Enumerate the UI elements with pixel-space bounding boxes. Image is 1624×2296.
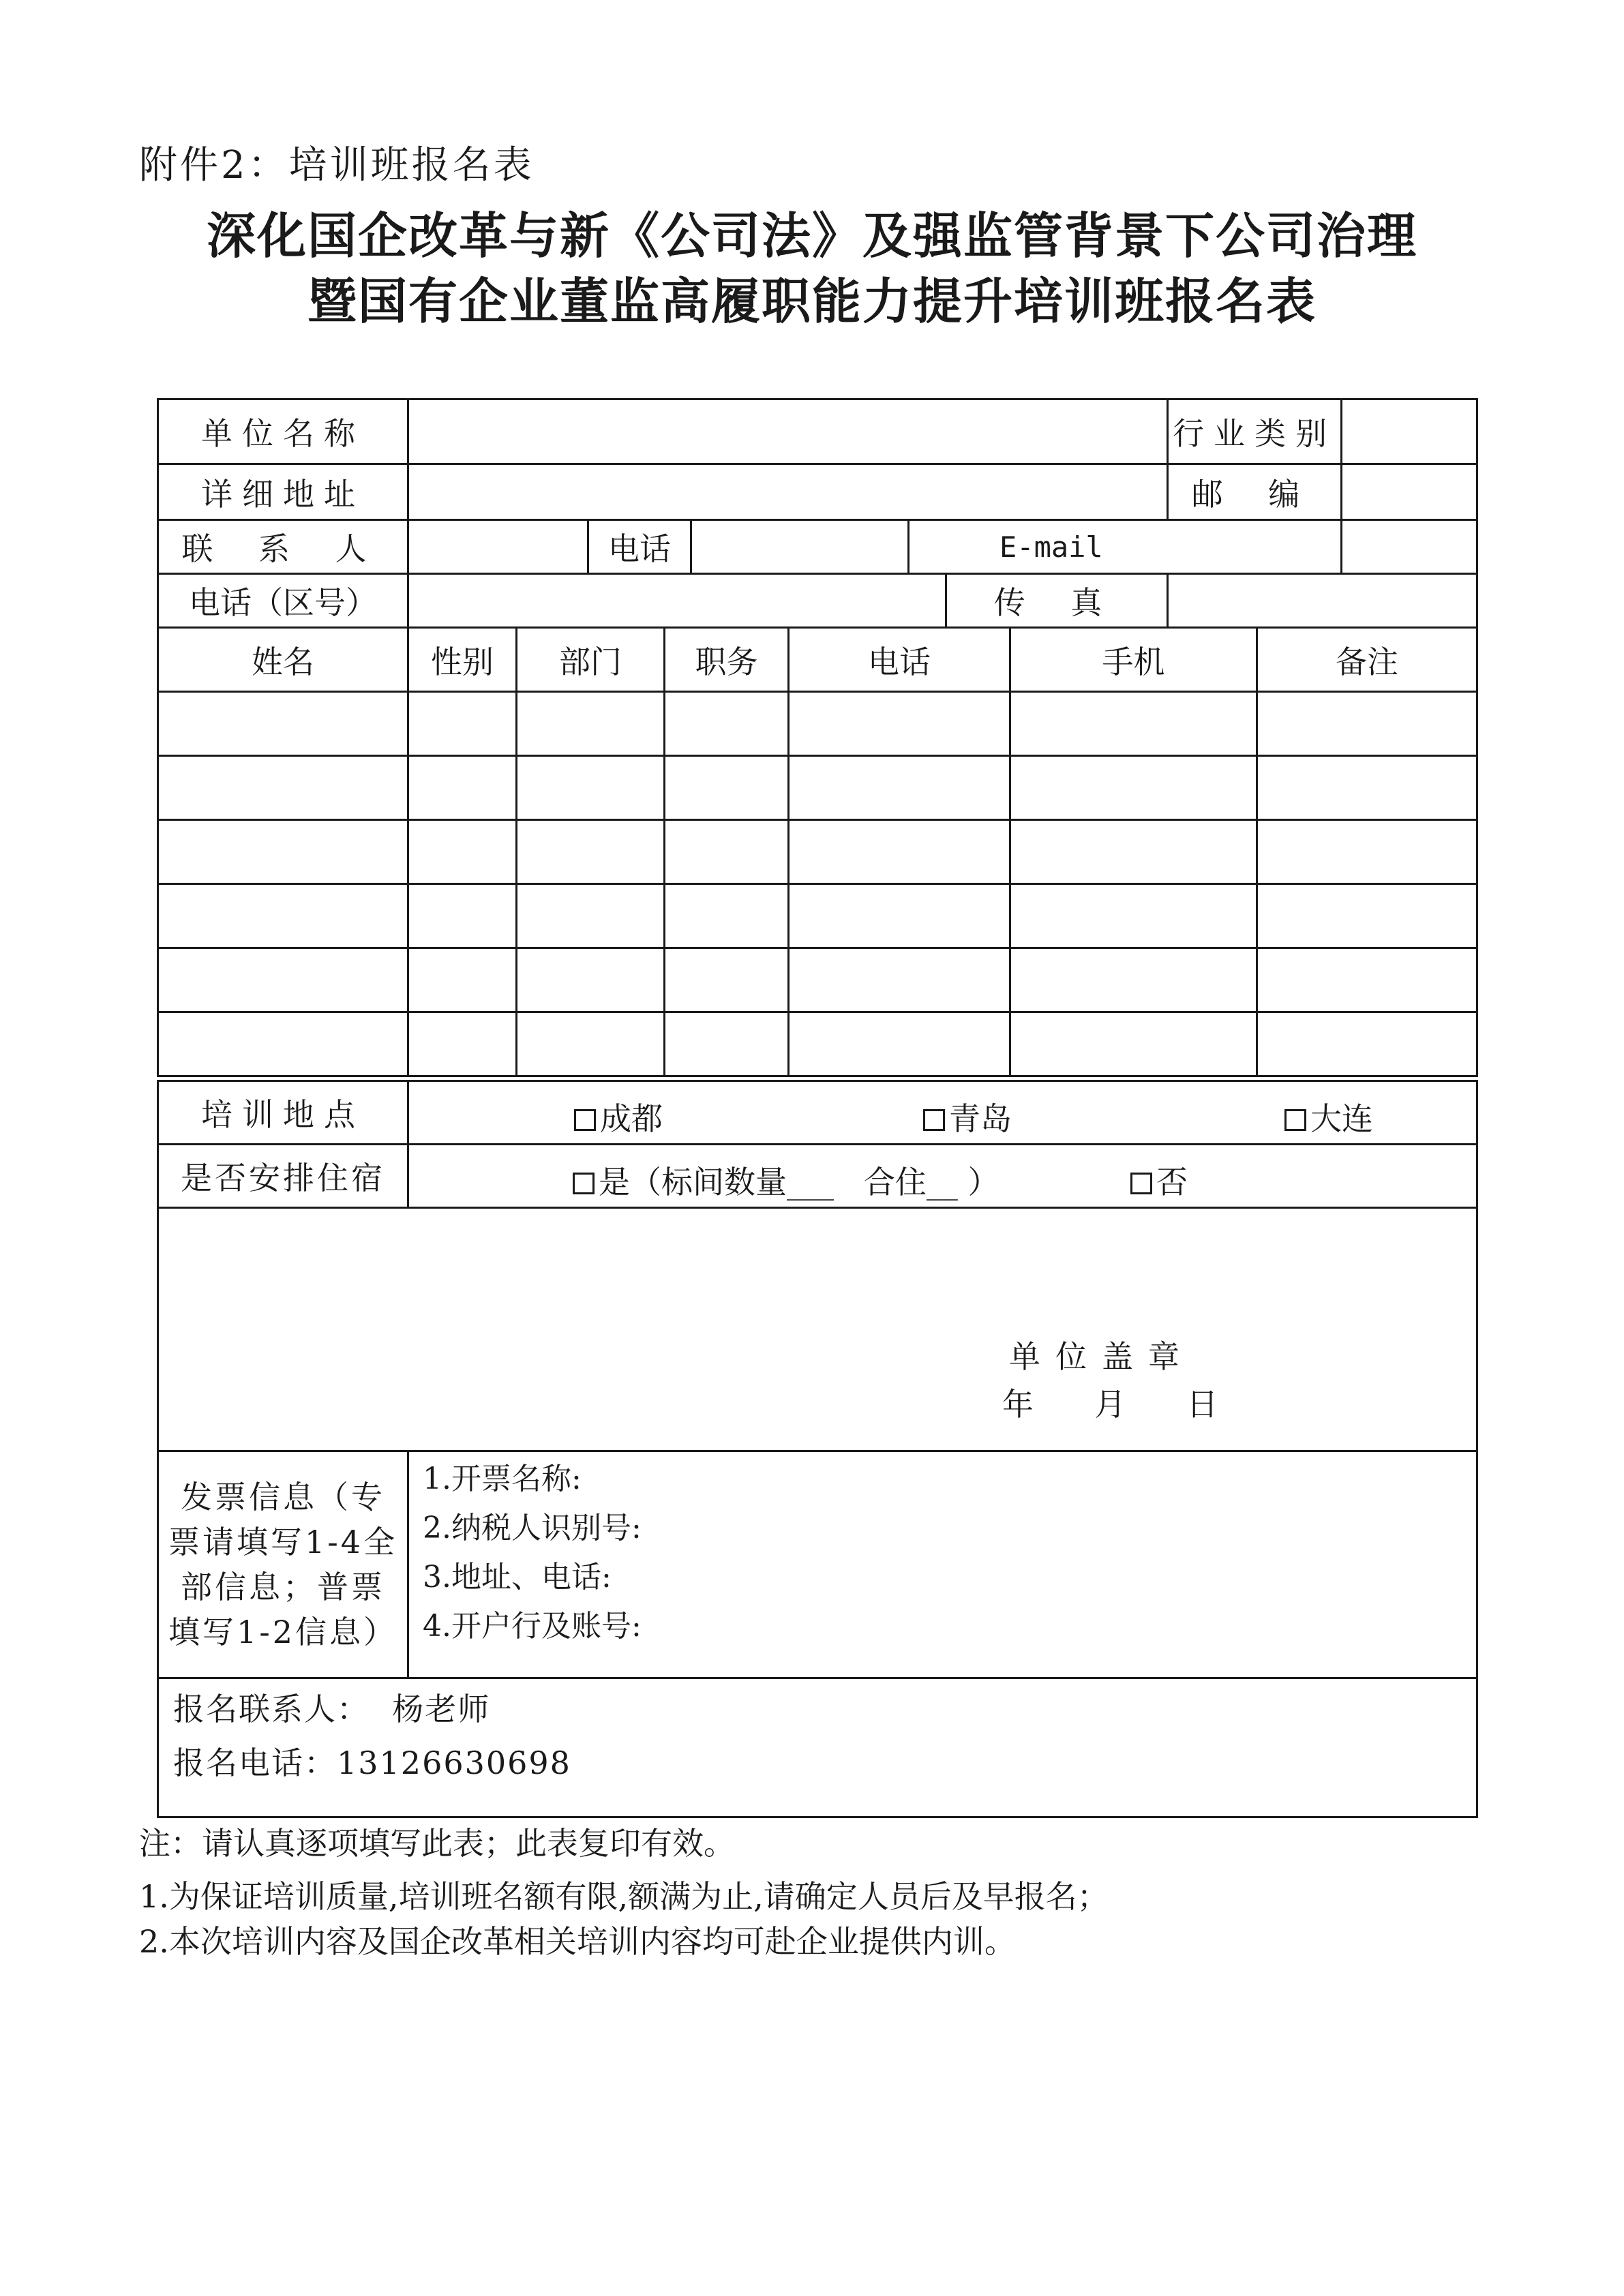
industry-label: 行业类别 (1167, 398, 1342, 465)
checkbox-icon (574, 1109, 596, 1131)
participant-cell[interactable] (787, 691, 1011, 757)
location-option-label: 大连 (1310, 1100, 1373, 1137)
phone-field[interactable] (690, 519, 909, 575)
checkbox-icon (923, 1109, 945, 1131)
participant-cell[interactable] (1256, 819, 1478, 885)
header-gender: 性别 (407, 626, 517, 693)
participant-cell[interactable] (787, 1011, 1011, 1077)
invoice-line-name: 1.开票名称: (423, 1462, 582, 1496)
location-option-dalian[interactable] (1284, 1094, 1373, 1139)
participant-cell[interactable] (1256, 755, 1478, 821)
participant-cell[interactable] (157, 947, 409, 1013)
attachment-label: 附件2：培训班报名表 (139, 143, 535, 187)
participant-cell[interactable] (1256, 947, 1478, 1013)
invoice-line-bank-account: 4.开户行及账号: (423, 1609, 642, 1644)
fax-label: 传 真 (945, 573, 1169, 629)
seal-date: 年 月 日 (1002, 1386, 1232, 1423)
invoice-line-address-phone: 3.地址、电话: (423, 1560, 612, 1595)
note-line-1: 1.为保证培训质量,培训班名额有限,额满为止,请确定人员后及早报名； (139, 1878, 1109, 1915)
unit-name-label: 单位名称 (157, 398, 409, 465)
participant-cell[interactable] (787, 755, 1011, 821)
participant-cell[interactable] (515, 691, 665, 757)
participant-cell[interactable] (787, 819, 1011, 885)
participant-cell[interactable] (157, 755, 409, 821)
training-location-label: 培训地点 (157, 1080, 409, 1145)
location-option-label: 成都 (600, 1100, 663, 1137)
participant-cell[interactable] (1009, 691, 1258, 757)
location-option-label: 青岛 (949, 1100, 1012, 1137)
invoice-label: 发票信息（专票请填写1-4全部信息；普票填写1-2信息） (157, 1450, 409, 1679)
postcode-label: 邮 编 (1167, 463, 1342, 521)
postcode-field[interactable] (1340, 463, 1478, 521)
header-name: 姓名 (157, 626, 409, 693)
participant-cell[interactable] (515, 755, 665, 821)
participant-cell[interactable] (515, 1011, 665, 1077)
participant-cell[interactable] (1256, 1011, 1478, 1077)
participant-cell[interactable] (407, 947, 517, 1013)
participant-cell[interactable] (663, 819, 790, 885)
registration-phone: 报名电话：13126630698 (173, 1744, 571, 1781)
note-line-0: 注：请认真逐项填写此表；此表复印有效。 (139, 1825, 735, 1862)
seal-area[interactable] (157, 1207, 1478, 1452)
phone-label: 电话 (587, 519, 692, 575)
participant-cell[interactable] (407, 883, 517, 949)
email-label: E-mail (907, 519, 1342, 575)
registration-form (157, 398, 1478, 1809)
phone-area-label: 电话（区号） (157, 573, 409, 629)
checkbox-icon (1284, 1109, 1306, 1131)
phone-area-field[interactable] (407, 573, 947, 629)
unit-name-field[interactable] (407, 398, 1169, 465)
participant-cell[interactable] (515, 947, 665, 1013)
participant-cell[interactable] (407, 755, 517, 821)
participant-cell[interactable] (663, 691, 790, 757)
contact-person-field[interactable] (407, 519, 589, 575)
form-title-line-2: 暨国有企业董监高履职能力提升培训班报名表 (307, 272, 1317, 330)
checkbox-icon (1130, 1173, 1152, 1194)
participant-cell[interactable] (663, 755, 790, 821)
participant-cell[interactable] (787, 947, 1011, 1013)
header-phone: 电话 (787, 626, 1011, 693)
location-option-chengdu[interactable] (574, 1094, 663, 1139)
participant-cell[interactable] (1009, 755, 1258, 821)
note-line-2: 2.本次培训内容及国企改革相关培训内容均可赴企业提供内训。 (139, 1923, 1016, 1960)
invoice-lines (423, 1455, 642, 1651)
accommodation-label: 是否安排住宿 (157, 1143, 409, 1209)
accommodation-yes-label: 是（标间数量___ 合住__ ） (599, 1164, 999, 1200)
header-position: 职务 (663, 626, 790, 693)
participant-cell[interactable] (157, 819, 409, 885)
address-label: 详细地址 (157, 463, 409, 521)
address-field[interactable] (407, 463, 1169, 521)
participant-cell[interactable] (1009, 819, 1258, 885)
accommodation-no-option[interactable] (1130, 1158, 1188, 1203)
participant-cell[interactable] (1256, 883, 1478, 949)
checkbox-icon (573, 1173, 595, 1194)
header-mobile: 手机 (1009, 626, 1258, 693)
participant-cell[interactable] (157, 691, 409, 757)
participant-cell[interactable] (157, 1011, 409, 1077)
participant-cell[interactable] (1009, 947, 1258, 1013)
participant-cell[interactable] (663, 947, 790, 1013)
email-field[interactable] (1340, 519, 1478, 575)
invoice-line-tax-id: 2.纳税人识别号: (423, 1511, 642, 1545)
participant-cell[interactable] (1009, 1011, 1258, 1077)
form-title-line-1: 深化国企改革与新《公司法》及强监管背景下公司治理 (206, 207, 1417, 265)
accommodation-yes-option[interactable] (573, 1158, 999, 1203)
participant-cell[interactable] (787, 883, 1011, 949)
participant-cell[interactable] (407, 819, 517, 885)
participant-cell[interactable] (515, 819, 665, 885)
accommodation-no-label: 否 (1156, 1164, 1188, 1200)
industry-field[interactable] (1340, 398, 1478, 465)
contact-person-label: 联 系 人 (157, 519, 409, 575)
participant-cell[interactable] (1009, 883, 1258, 949)
header-remarks: 备注 (1256, 626, 1478, 693)
header-department: 部门 (515, 626, 665, 693)
participant-cell[interactable] (157, 883, 409, 949)
participant-cell[interactable] (407, 691, 517, 757)
fax-field[interactable] (1167, 573, 1478, 629)
participant-cell[interactable] (1256, 691, 1478, 757)
registration-contact: 报名联系人： 杨老师 (173, 1691, 491, 1727)
participant-cell[interactable] (663, 1011, 790, 1077)
participant-cell[interactable] (663, 883, 790, 949)
seal-label: 单位盖章 (1009, 1338, 1194, 1375)
location-option-qingdao[interactable] (923, 1094, 1012, 1139)
participant-cell[interactable] (407, 1011, 517, 1077)
participant-cell[interactable] (515, 883, 665, 949)
